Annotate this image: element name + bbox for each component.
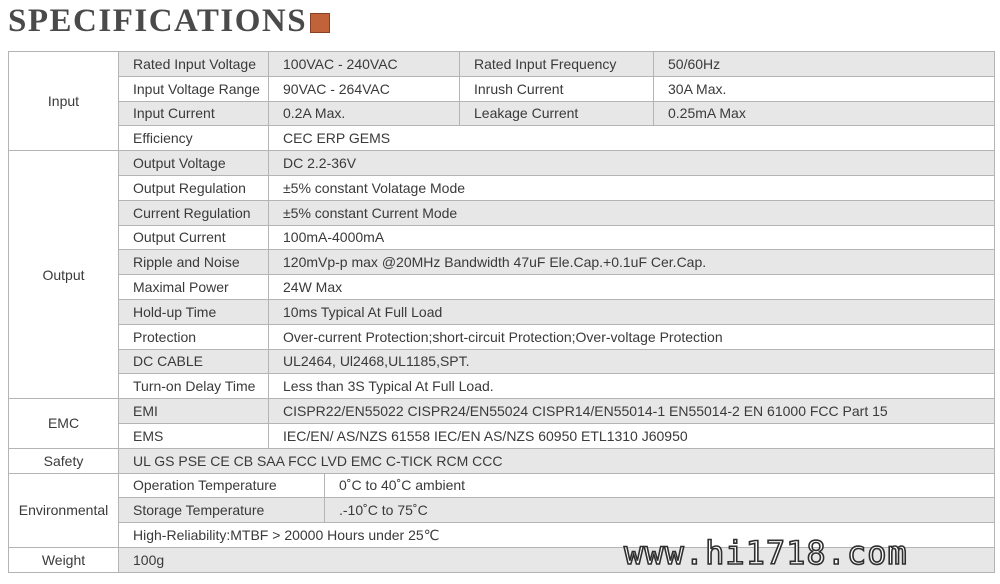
spec-value: 90VAC - 264VAC <box>269 76 460 101</box>
spec-label: Current Regulation <box>119 200 269 225</box>
spec-label: Maximal Power <box>119 275 269 300</box>
spec-label: Rated Input Voltage <box>119 52 269 77</box>
spec-label: Input Voltage Range <box>119 76 269 101</box>
spec-value: UL2464, Ul2468,UL1185,SPT. <box>269 349 995 374</box>
table-row <box>9 349 995 374</box>
spec-label: Protection <box>119 324 269 349</box>
table-row <box>9 299 995 324</box>
spec-value: DC 2.2-36V <box>269 151 995 176</box>
spec-label: Output Current <box>119 225 269 250</box>
watermark-text: www.hi1718.com <box>624 534 908 572</box>
spec-label: Operation Temperature <box>119 473 325 498</box>
table-row <box>9 399 995 424</box>
spec-value: 100VAC - 240VAC <box>269 52 460 77</box>
spec-value: UL GS PSE CE CB SAA FCC LVD EMC C-TICK RCM CCC <box>119 448 995 473</box>
spec-label: Hold-up Time <box>119 299 269 324</box>
table-row <box>9 448 995 473</box>
table-row <box>9 101 995 126</box>
category-output: Output <box>9 151 119 399</box>
spec-value: 50/60Hz <box>654 52 995 77</box>
spec-value: 10ms Typical At Full Load <box>269 299 995 324</box>
table-row <box>9 374 995 399</box>
spec-value: 100mA-4000mA <box>269 225 995 250</box>
table-row <box>9 473 995 498</box>
spec-label: Efficiency <box>119 126 269 151</box>
spec-value: 100g <box>119 547 995 572</box>
spec-label: Leakage Current <box>460 101 654 126</box>
table-row <box>9 76 995 101</box>
category-input: Input <box>9 52 119 151</box>
spec-value: Less than 3S Typical At Full Load. <box>269 374 995 399</box>
spec-value: ±5% constant Volatage Mode <box>269 175 995 200</box>
table-row <box>9 324 995 349</box>
spec-value: CISPR22/EN55022 CISPR24/EN55024 CISPR14/EN55014-1 EN55014-2 EN 61000 FCC Part 15 <box>269 399 995 424</box>
arrow-square-icon <box>310 13 330 33</box>
spec-value: 0˚C to 40˚C ambient <box>325 473 995 498</box>
spec-value: 0.2A Max. <box>269 101 460 126</box>
table-row <box>9 126 995 151</box>
category-emc: EMC <box>9 399 119 449</box>
spec-value: 120mVp-p max @20MHz Bandwidth 47uF Ele.Cap.+0.1uF Cer.Cap. <box>269 250 995 275</box>
spec-label: Input Current <box>119 101 269 126</box>
spec-label: Ripple and Noise <box>119 250 269 275</box>
spec-value: 30A Max. <box>654 76 995 101</box>
spec-label: Output Regulation <box>119 175 269 200</box>
table-row <box>9 175 995 200</box>
category-weight: Weight <box>9 547 119 572</box>
category-environmental: Environmental <box>9 473 119 547</box>
spec-label: Output Voltage <box>119 151 269 176</box>
spec-value: CEC ERP GEMS <box>269 126 995 151</box>
table-row <box>9 498 995 523</box>
table-row <box>9 52 995 77</box>
specifications-table <box>8 51 995 573</box>
page-title-block <box>8 2 330 40</box>
table-row <box>9 275 995 300</box>
table-row <box>9 423 995 448</box>
spec-label: Rated Input Frequency <box>460 52 654 77</box>
spec-label: Turn-on Delay Time <box>119 374 269 399</box>
spec-value: 24W Max <box>269 275 995 300</box>
spec-label: EMS <box>119 423 269 448</box>
spec-value: IEC/EN/ AS/NZS 61558 IEC/EN AS/NZS 60950 ETL1310 J60950 <box>269 423 995 448</box>
spec-label: Inrush Current <box>460 76 654 101</box>
table-row <box>9 200 995 225</box>
table-row <box>9 250 995 275</box>
table-row <box>9 151 995 176</box>
spec-label: Storage Temperature <box>119 498 325 523</box>
spec-label: EMI <box>119 399 269 424</box>
spec-value: .-10˚C to 75˚C <box>325 498 995 523</box>
spec-value: Over-current Protection;short-circuit Protection;Over-voltage Protection <box>269 324 995 349</box>
spec-label: DC CABLE <box>119 349 269 374</box>
page-title: SPECIFICATIONS <box>8 2 308 39</box>
spec-value: High-Reliability:MTBF > 20000 Hours under 25℃ <box>119 523 995 548</box>
spec-value: ±5% constant Current Mode <box>269 200 995 225</box>
table-row <box>9 225 995 250</box>
spec-value: 0.25mA Max <box>654 101 995 126</box>
category-safety: Safety <box>9 448 119 473</box>
